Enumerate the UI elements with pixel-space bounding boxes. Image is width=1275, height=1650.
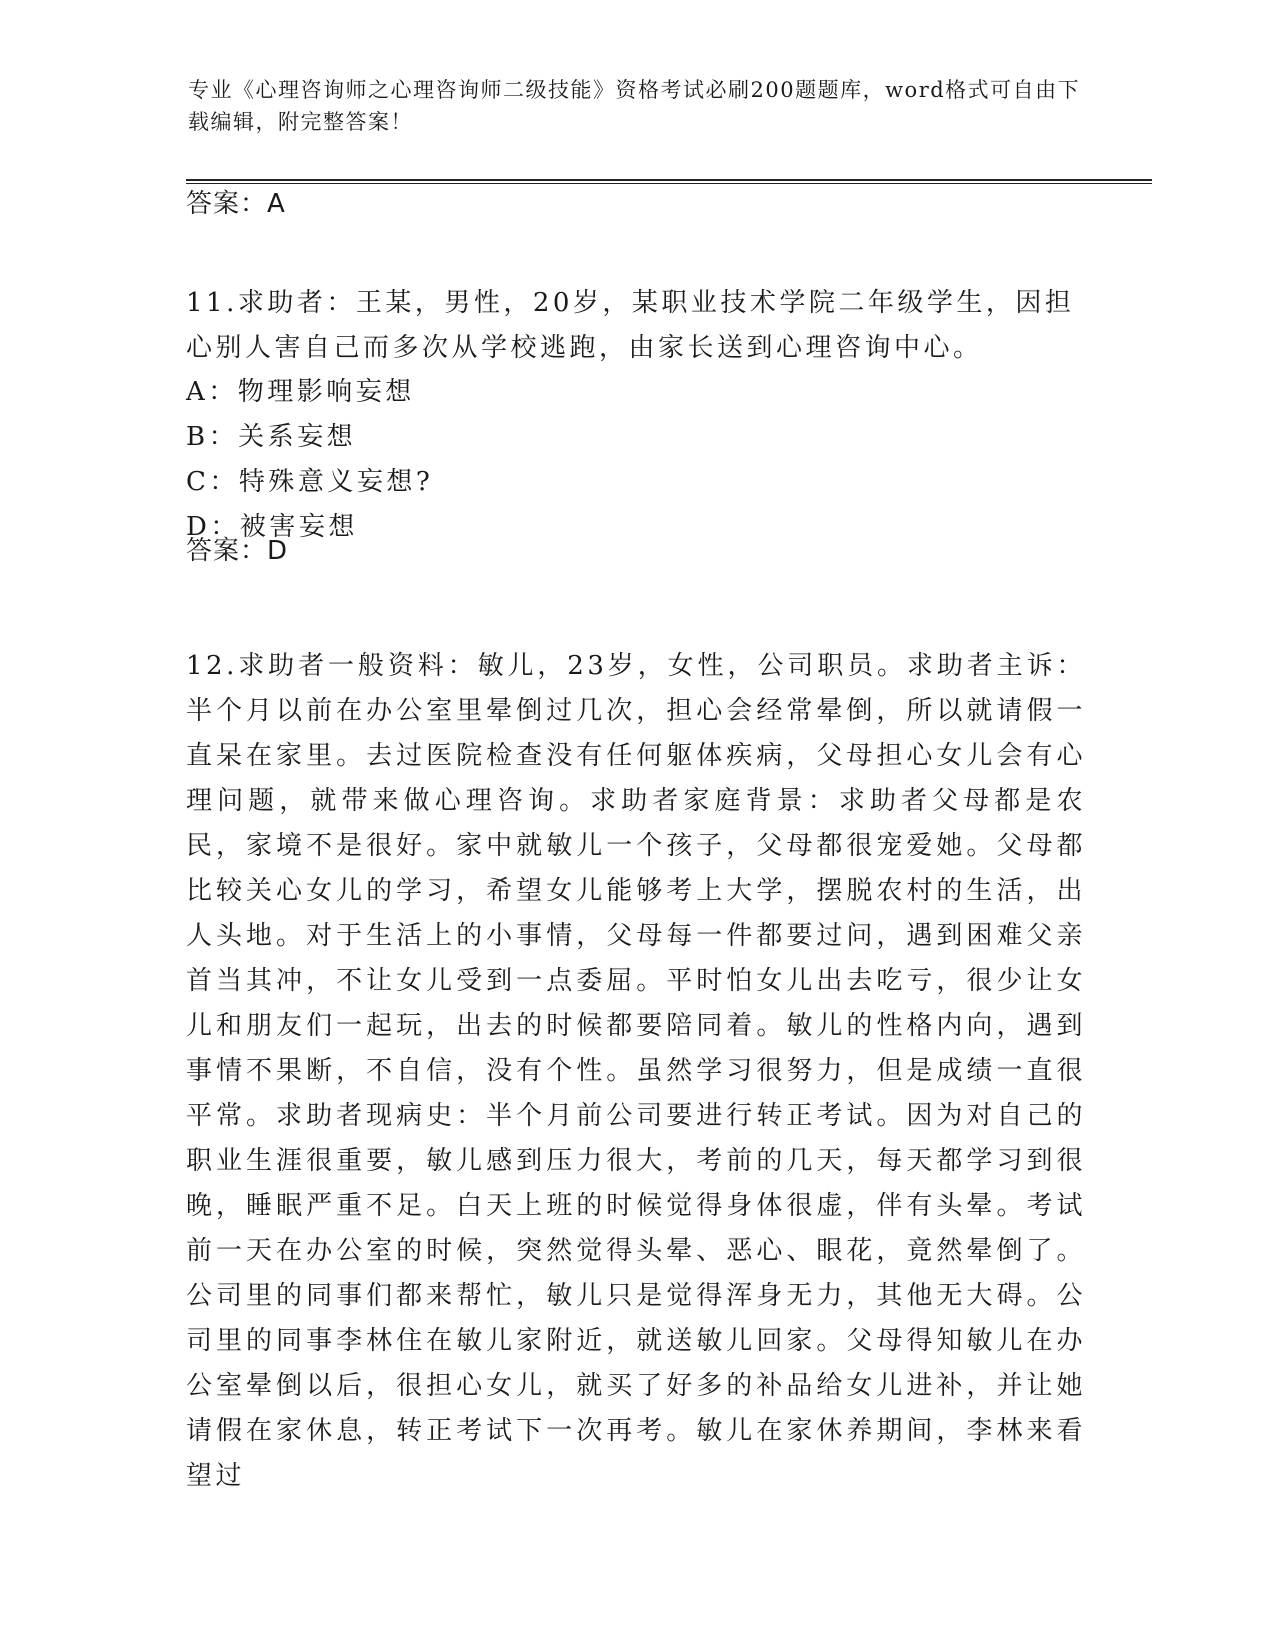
option-c: C：特殊意义妄想?: [186, 467, 434, 497]
answer-question-11: 答案：D: [186, 536, 289, 566]
answer-previous: 答案：A: [186, 189, 286, 219]
header-divider-thick: [186, 179, 1152, 181]
question-12-stem: [186, 644, 1086, 1499]
option-a: A：物理影响妄想: [186, 377, 415, 407]
option-d: D：被害妄想: [186, 512, 358, 542]
header-divider-thin: [186, 183, 1152, 184]
option-b: B：关系妄想: [186, 422, 357, 452]
question-12-text: 12.求助者一般资料：敏儿，23岁，女性，公司职员。求助者主诉：半个月以前在办公室里晕倒过几次，担心会经常晕倒，所以就请假一直呆在家里。去过医院检查没有任何躯体疾病，父母担心女儿会有心理问题，就带来做心理咨询。求助者家庭背景：求助者父母都是农民，家境不是很好。家中就敏儿一个孩子，父母都很宠爱她。父母都比较关心女儿的学习，希望女儿能够考上大学，摆脱农村的生活，出人头地。对于生活上的小事情，父母每一件都要过问，遇到困难父亲首当其冲，不让女儿受到一点委屈。平时怕女儿出去吃亏，很少让女儿和朋友们一起玩，出去的时候都要陪同着。敏儿的性格内向，遇到事情不果断，不自信，没有个性。虽然学习很努力，但是成绩一直很平常。求助者现病史：半个月前公司要进行转正考试。因为对自己的职业生涯很重要，敏儿感到压力很大，考前的几天，每天都学习到很晚，睡眠严重不足。白天上班的时候觉得身体很虚，伴有头晕。考试前一天在办公室的时候，突然觉得头晕、恶心、眼花，竟然晕倒了。公司里的同事们都来帮忙，敏儿只是觉得浑身无力，其他无大碍。公司里的同事李林住在敏儿家附近，就送敏儿回家。父母得知敏儿在办公室晕倒以后，很担心女儿，就买了好多的补品给女儿进补，并让她请假在家休息，转正考试下一次再考。敏儿在家休养期间，李林来看望过: [186, 651, 1086, 1491]
document-header-title: 专业《心理咨询师之心理咨询师二级技能》资格考试必刷200题题库，word格式可自由下载编辑，附完整答案！: [188, 78, 1081, 134]
question-11-options: [186, 370, 1086, 550]
question-11-stem: 11.求助者：王某，男性，20岁，某职业技术学院二年级学生，因担心别人害自己而多次从学校逃跑，由家长送到心理咨询中心。: [186, 288, 1075, 363]
